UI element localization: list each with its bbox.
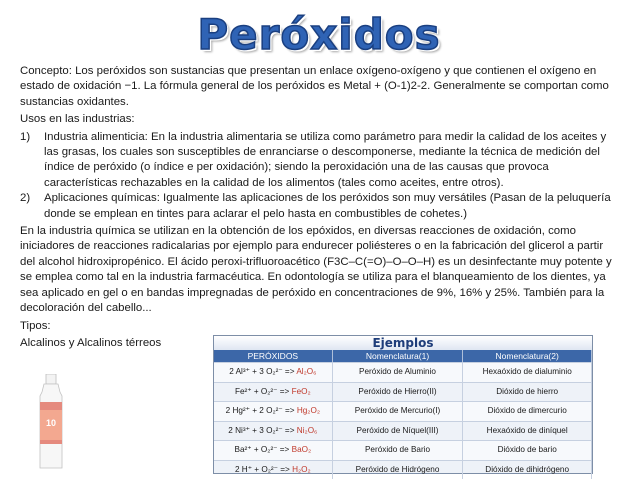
nomenclature2-cell: Hexaóxido de dialuminio (463, 363, 592, 382)
reaction-cell: 2 H⁺ + O₂²⁻ => H₂O₂ (214, 461, 333, 479)
list-item-number: 2) (20, 192, 31, 205)
table-row (214, 362, 592, 382)
body-text (20, 64, 618, 353)
table-row (214, 440, 592, 460)
nomenclature1-cell: Peróxido de Mercurio(I) (333, 402, 464, 421)
table-header (214, 350, 592, 362)
nomenclature1-cell: Peróxido de Bario (333, 441, 464, 460)
nomenclature2-cell: Dióxido de dihidrógeno (463, 461, 592, 479)
table-body (214, 362, 592, 479)
list-item-text: Aplicaciones químicas: Igualmente las aplicaciones de los peróxidos son muy versátiles (Pasan de la peluquería donde se emplean en tintes para aclarar el pelo hasta en combustibles de cohetes.) (44, 192, 611, 220)
column-header: Nomenclatura(2) (463, 350, 592, 362)
concept-paragraph: Concepto: Los peróxidos son sustancias que presentan un enlace oxígeno-oxígeno y que contienen el oxígeno en estado de oxidación −1. La fórmula general de los peróxidos es Metal + (O-1)2-2. Generalmente se comportan como sustancias oxidantes. (20, 65, 609, 108)
list-item-text: Industria alimenticia: En la industria alimentaria se utiliza como parámetro para medir la calidad de los aceites y las grasas, los cuales son susceptibles de enranciarse o descomponerse, mediante la técnica de medición del índice de peróxido (o índice e per oxidación); siendo la peroxidación una de las causas que provoca características rechazables en la calidad de los alimentos (tales como aceites, entre otros). (44, 130, 607, 189)
reaction-cell: 2 Ni³⁺ + 3 O₂²⁻ => Ni₂O₆ (214, 422, 333, 441)
uses-list (20, 130, 618, 222)
nomenclature2-cell: Dióxido de bario (463, 441, 592, 460)
list-item (20, 130, 618, 192)
table-title: Ejemplos (214, 336, 592, 350)
nomenclature2-cell: Dióxido de dimercurio (463, 402, 592, 421)
table-row (214, 421, 592, 441)
list-item-number: 1) (20, 130, 31, 143)
column-header: PERÓXIDOS (214, 350, 333, 362)
reaction-cell: Ba²⁺ + O₂²⁻ => BaO₂ (214, 441, 333, 460)
nomenclature1-cell: Peróxido de Hierro(II) (333, 383, 464, 402)
reaction-cell: Fe²⁺ + O₂²⁻ => FeO₂ (214, 383, 333, 402)
nomenclature1-cell: Peróxido de Hidrógeno (333, 461, 464, 479)
reaction-cell: 2 Al³⁺ + 3 O₂²⁻ => Al₂O₆ (214, 363, 333, 382)
nomenclature2-cell: Hexaóxido de diníquel (463, 422, 592, 441)
table-row (214, 460, 592, 479)
peroxide-bottle-image (36, 374, 66, 470)
list-item (20, 191, 618, 222)
types-item: Alcalinos y Alcalinos térreos (20, 336, 162, 349)
nomenclature1-cell: Peróxido de Níquel(III) (333, 422, 464, 441)
table-row (214, 401, 592, 421)
chemical-paragraph: En la industria química se utilizan en la obtención de los epóxidos, en diversas reacciones de oxidación, como iniciadores de reacciones radicalarias por ejemplo para endurecer poliésteres o en la fabricación del glicerol a partir del alcohol hidroxipropénico. El ácido peroxi-trifluoroacético (F3C–C(=O)–O–O–H) es un desinfectante muy potente y se emplea como tal en la industria farmacéutica. En odontología se utiliza para el blanqueamiento de los dientes, ya sea aplicado en gel o en bandas impregnadas de peróxido en concentraciones de 9%, 16% y 25%. También para la decoloración del cabello... (20, 225, 612, 315)
uses-heading: Usos en las industrias: (20, 113, 135, 126)
nomenclature2-cell: Dióxido de hierro (463, 383, 592, 402)
page-title: Peróxidos (197, 10, 441, 59)
table-row (214, 382, 592, 402)
examples-table (213, 335, 593, 474)
nomenclature1-cell: Peróxido de Aluminio (333, 363, 464, 382)
types-heading: Tipos: (20, 319, 51, 332)
bottle-label: 10 (45, 418, 57, 428)
reaction-cell: 2 Hg²⁺ + 2 O₂²⁻ => Hg₂O₂ (214, 402, 333, 421)
column-header: Nomenclatura(1) (333, 350, 464, 362)
